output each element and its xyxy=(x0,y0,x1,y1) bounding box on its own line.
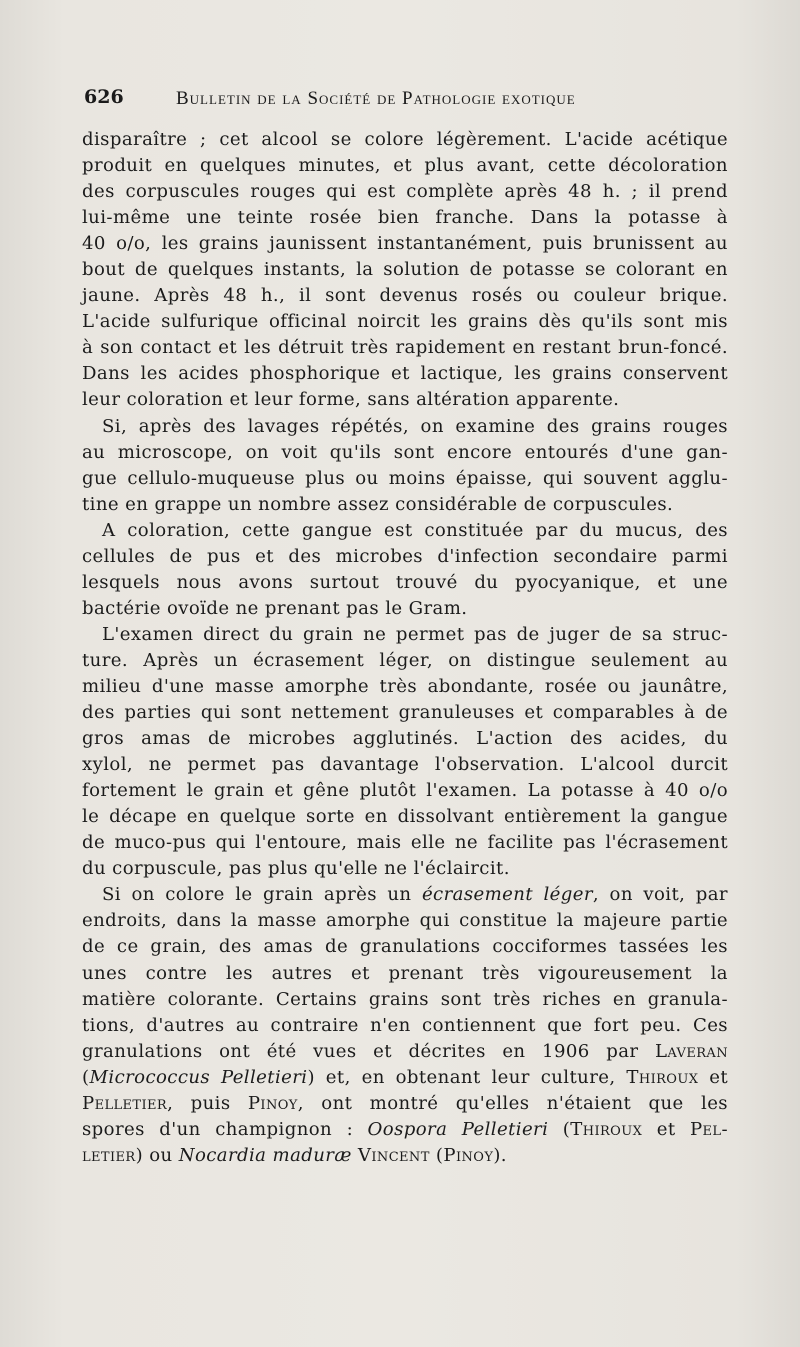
text-line: jaune. Après 48 h., il sont devenus rosés ou couleur brique. xyxy=(82,285,728,307)
text-line xyxy=(82,1143,728,1169)
text-run: spores d'un champignon : xyxy=(82,1118,368,1140)
text-line: disparaître ; cet alcool se colore légèrement. L'acide acétique xyxy=(82,129,728,150)
text-run: et xyxy=(698,1066,729,1088)
text-line: gros amas de microbes agglutinés. L'action des acides, du xyxy=(82,728,728,750)
text-line: à son contact et les détruit très rapidement en restant brun-foncé. xyxy=(82,337,728,359)
author-name: Thiroux xyxy=(626,1066,699,1088)
text-line: xylol, ne permet pas davantage l'observation. L'alcool durcit xyxy=(82,754,728,776)
author-name: Thiroux xyxy=(570,1118,643,1140)
body-text xyxy=(82,127,728,1169)
text-line: lesquels nous avons surtout trouvé du pyocyanique, et une xyxy=(82,571,728,593)
text-line: de muco-pus qui l'entoure, mais elle ne facilite pas l'écrasement xyxy=(82,832,728,854)
text-line: matière colorante. Certains grains sont très riches en granula- xyxy=(82,988,728,1010)
text-line: Si, après des lavages répétés, on examine des grains rouges xyxy=(102,415,728,437)
paragraph xyxy=(82,518,728,622)
text-run: et xyxy=(642,1118,690,1140)
text-line xyxy=(82,1117,728,1143)
text-line: cellules de pus et des microbes d'infection secondaire parmi xyxy=(82,545,728,567)
text-line: fortement le grain et gêne plutôt l'examen. La potasse à 40 o/o xyxy=(82,780,728,802)
paragraph xyxy=(82,882,728,1169)
text-line xyxy=(82,1091,728,1117)
text-run: , ont montré qu'elles n'étaient que les xyxy=(297,1092,728,1114)
text-line: au microscope, on voit qu'ils sont encore entourés d'une gan- xyxy=(82,441,728,463)
text-line: A coloration, cette gangue est constituée par du mucus, des xyxy=(102,519,728,541)
species-name: Oospora Pelletieri xyxy=(367,1118,549,1140)
author-name: Pinoy xyxy=(247,1092,298,1114)
text-line: des parties qui sont nettement granuleuses et comparables à de xyxy=(82,702,728,724)
page-header xyxy=(84,86,744,116)
author-name: Pelletier xyxy=(82,1092,168,1114)
text-run: , on voit, par xyxy=(592,884,728,906)
text-line xyxy=(82,1065,728,1091)
text-line: 40 o/o, les grains jaunissent instantanément, puis brunissent au xyxy=(82,233,728,255)
text-line: gue cellulo-muqueuse plus ou moins épaisse, qui souvent agglu- xyxy=(82,467,728,489)
paragraph xyxy=(82,127,728,414)
paragraph xyxy=(82,622,728,882)
text-run: ) ou xyxy=(135,1144,179,1166)
text-line: le décape en quelque sorte en dissolvant entièrement la gangue xyxy=(82,806,728,828)
author-name: Pel- xyxy=(689,1118,728,1140)
text-line: du corpuscule, pas plus qu'elle ne l'éclaircit. xyxy=(82,858,510,880)
text-line: unes contre les autres et prenant très vigoureusement la xyxy=(82,962,728,984)
text-run: , puis xyxy=(167,1092,248,1114)
text-run: ( xyxy=(82,1066,90,1088)
author-name: Laveran xyxy=(655,1040,728,1062)
text-run: ). xyxy=(493,1144,507,1166)
running-title: Bulletin de la Société de Pathologie exotique xyxy=(176,88,576,109)
paragraph xyxy=(82,414,728,518)
text-line: produit en quelques minutes, et plus avant, cette décoloration xyxy=(82,155,728,177)
text-line: bout de quelques instants, la solution de potasse se colorant en xyxy=(82,259,728,281)
text-line xyxy=(82,1039,728,1065)
author-name: Pinoy xyxy=(443,1144,494,1166)
text-line: lui-même une teinte rosée bien franche. Dans la potasse à xyxy=(82,207,728,229)
text-line: tions, d'autres au contraire n'en contiennent que fort peu. Ces xyxy=(82,1014,728,1036)
text-line: des corpuscules rouges qui est complète après 48 h. ; il prend xyxy=(82,181,728,203)
species-name: Micrococcus Pelletieri xyxy=(89,1066,308,1088)
text-line: Dans les acides phosphorique et lactique, les grains conservent xyxy=(82,363,728,385)
text-run: ( xyxy=(429,1144,444,1166)
text-line: L'acide sulfurique officinal noircit les grains dès qu'ils sont mis xyxy=(82,311,728,333)
text-line: bactérie ovoïde ne prenant pas le Gram. xyxy=(82,597,468,619)
text-line: tine en grappe un nombre assez considérable de corpuscules. xyxy=(82,493,674,515)
text-line: de ce grain, des amas de granulations cocciformes tassées les xyxy=(82,936,728,958)
text-line xyxy=(82,882,728,908)
text-run: ) et, en obtenant leur culture, xyxy=(307,1066,627,1088)
text-line: leur coloration et leur forme, sans altération apparente. xyxy=(82,389,620,411)
italic-term: écrasement léger xyxy=(421,884,593,906)
author-name: letier xyxy=(82,1144,136,1166)
author-name: Vincent xyxy=(357,1144,430,1166)
text-line: L'examen direct du grain ne permet pas de juger de sa struc- xyxy=(102,623,728,645)
page-number: 626 xyxy=(84,86,124,108)
text-line: milieu d'une masse amorphe très abondante, rosée ou jaunâtre, xyxy=(82,675,728,697)
text-line: endroits, dans la masse amorphe qui constitue la majeure partie xyxy=(82,910,728,932)
text-run: granulations ont été vues et décrites en 1906 par xyxy=(82,1040,655,1062)
text-line: ture. Après un écrasement léger, on distingue seulement au xyxy=(82,649,728,671)
species-name: Nocardia maduræ xyxy=(178,1144,352,1166)
text-run: ( xyxy=(548,1118,571,1140)
text-run: Si on colore le grain après un xyxy=(102,884,422,906)
